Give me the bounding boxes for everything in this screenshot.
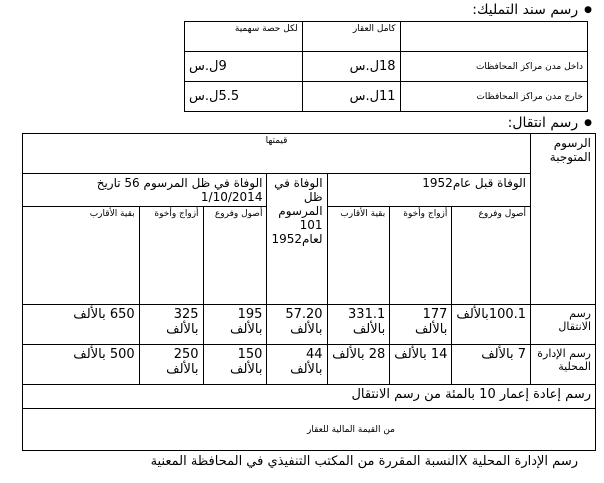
law-56-header: الوفاة في ظل المرسوم 56 تاريخ 1/10/2014	[23, 174, 267, 207]
row-label: رسم الانتقال	[531, 305, 596, 345]
law-101-header: الوفاة في ظل المرسوم 101 لعام1952	[267, 174, 327, 305]
ownership-empty-cell	[400, 22, 587, 52]
financial-value-note: من القيمة المالية للعقار	[23, 409, 596, 451]
new-relatives-value: 650 بالألف	[23, 305, 140, 345]
col-whole: كامل العقار	[302, 22, 400, 52]
law101-value: 44 بالألف	[267, 345, 327, 385]
new-roots-value: 195 بالألف	[203, 305, 267, 345]
transfer-heading	[508, 115, 592, 131]
law101-value: 57.20 بالألف	[267, 305, 327, 345]
footer-note: رسم الإدارة المحلية Xالنسبة المقررة من المكتب التنفيذي في المحافظة المعنية	[150, 454, 578, 469]
reconstruction-fee: رسم إعادة إعمار 10 بالمئة من رسم الانتقال	[23, 385, 596, 409]
roots-value: 100.1بالألف	[452, 305, 531, 345]
fees-due-header: الرسوم المتوجبة	[531, 134, 596, 305]
new-relatives-value: 500 بالألف	[23, 345, 140, 385]
bullet-icon: ●	[584, 4, 592, 15]
value-header: قيمتها	[23, 134, 531, 174]
ownership-whole-value: 18ل.س	[302, 52, 400, 82]
bullet-icon: ●	[584, 117, 592, 128]
cat-spouses: أزواج وأخوة	[139, 207, 203, 305]
row-label: رسم الإدارة المحلية	[531, 345, 596, 385]
ownership-heading	[472, 2, 592, 18]
transfer-heading-text: رسم انتقال:	[507, 115, 579, 131]
relatives-value: 331.1 بالألف	[327, 305, 390, 345]
roots-value: 7 بالألف	[452, 345, 531, 385]
new-spouses-value: 325 بالألف	[139, 305, 203, 345]
relatives-value: 28 بالألف	[327, 345, 390, 385]
ownership-row-label: خارج مدن مراكز المحافظات	[400, 82, 587, 112]
cat-roots: أصول وفروع	[203, 207, 267, 305]
new-roots-value: 150 بالألف	[203, 345, 267, 385]
ownership-row-label: داخل مدن مراكز المحافظات	[400, 52, 587, 82]
spouses-value: 14 بالألف	[390, 345, 452, 385]
ownership-share-value: 5.5ل.س	[185, 82, 303, 112]
spouses-value: 177 بالألف	[390, 305, 452, 345]
col-share: لكل حصة سهمية	[185, 22, 303, 52]
before-1952-header: الوفاة قبل عام1952	[327, 174, 531, 207]
cat-roots: أصول وفروع	[452, 207, 531, 305]
ownership-heading-text: رسم سند التمليك:	[472, 2, 579, 18]
cat-relatives: بقية الأقارب	[23, 207, 140, 305]
ownership-whole-value: 11ل.س	[302, 82, 400, 112]
ownership-table	[184, 21, 588, 112]
new-spouses-value: 250 بالألف	[139, 345, 203, 385]
transfer-table	[22, 133, 596, 451]
cat-relatives: بقية الأقارب	[327, 207, 390, 305]
ownership-share-value: 9ل.س	[185, 52, 303, 82]
cat-spouses: أزواج وأخوة	[390, 207, 452, 305]
